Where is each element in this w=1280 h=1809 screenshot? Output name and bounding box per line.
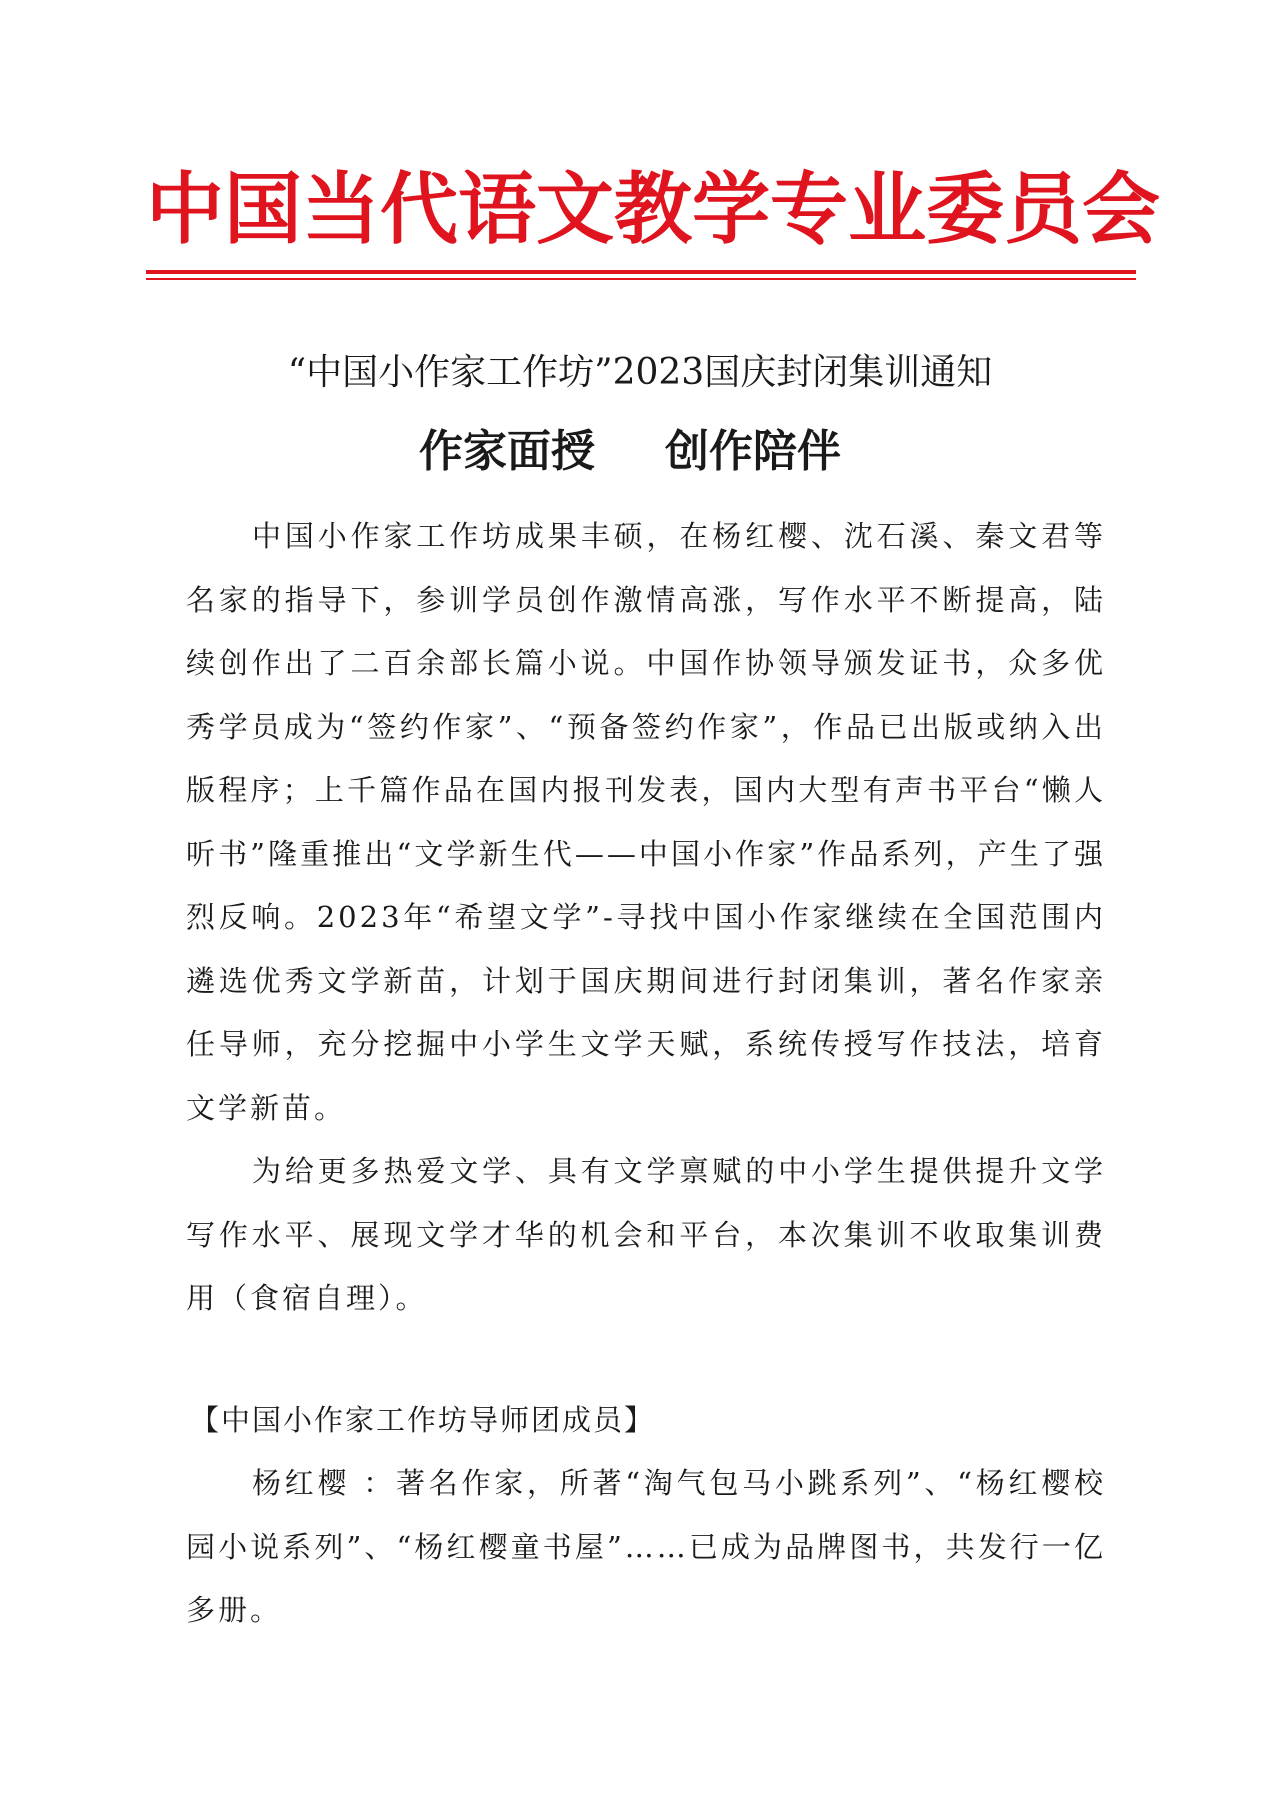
body-paragraph-achievements: 中国小作家工作坊成果丰硕，在杨红樱、沈石溪、秦文君等名家的指导下，参训学员创作激情高涨，写作水平不断提高，陆续创作出了二百余部长篇小说。中国作协领导颁发证书，众多优秀学员成为“签约作家”、“预备签约作家”，作品已出版或纳入出版程序；上千篇作品在国内报刊发表，国内大型有声书平台“懒人听书”隆重推出“文学新生代——中国小作家”作品系列，产生了强烈反响。2023年“希望文学”-寻找中国小作家继续在全国范围内遴选优秀文学新苗，计划于国庆期间进行封闭集训，著名作家亲任导师，充分挖掘中小学生文学天赋，系统传授写作技法，培育文学新苗。 bbox=[186, 519, 1106, 1125]
header-rule-thick bbox=[146, 270, 1136, 274]
mentor-entry: 杨红樱 ：著名作家，所著“淘气包马小跳系列”、“杨红樱校园小说系列”、“杨红樱童书屋”……已成为品牌图书，共发行一亿多册。 bbox=[186, 1466, 1106, 1627]
notice-title: “中国小作家工作坊”2023国庆封闭集训通知 bbox=[287, 352, 993, 393]
organization-masthead: 中国当代语文教学专业委员会 bbox=[146, 165, 1161, 255]
subtitle-right: 创作陪伴 bbox=[665, 426, 841, 477]
body-paragraph-free-training: 为给更多热爱文学、具有文学禀赋的中小学生提供提升文学写作水平、展现文学才华的机会和平台，本次集训不收取集训费用（食宿自理）。 bbox=[186, 1154, 1106, 1315]
mentors-section-heading: 【中国小作家工作坊导师团成员】 bbox=[190, 1403, 656, 1437]
notice-subtitle bbox=[140, 422, 1120, 482]
header-rule-thin bbox=[146, 278, 1136, 280]
subtitle-left: 作家面授 bbox=[419, 426, 595, 477]
